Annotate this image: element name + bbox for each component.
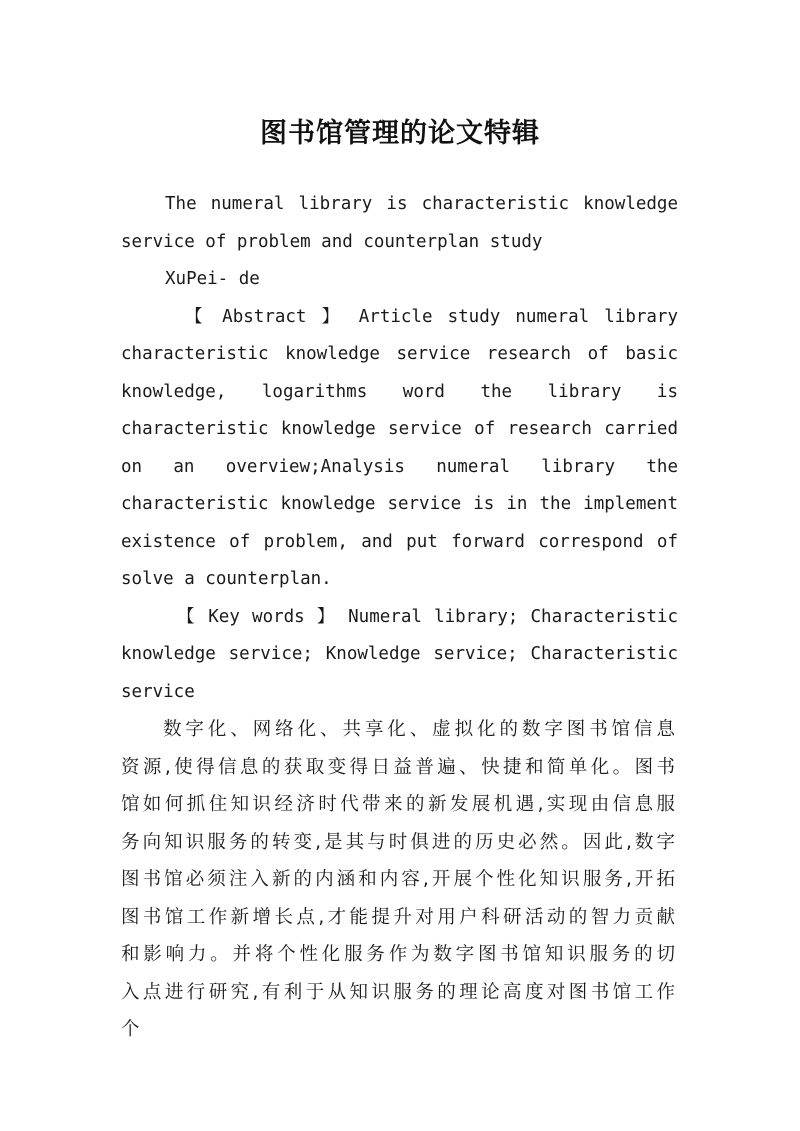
keywords-paragraph: 【 Key words 】 Numeral library; Characteristic knowledge service; Knowledge service; Characteristic service	[121, 606, 678, 702]
document-title: 图书馆管理的论文特辑	[260, 118, 540, 150]
body-paragraph: 数字化、网络化、共享化、虚拟化的数字图书馆信息资源,使得信息的获取变得日益普遍、快捷和简单化。图书馆如何抓住知识经济时代带来的新发展机遇,实现由信息服务向知识服务的转变,是其与时俱进的历史必然。因此,数字图书馆必须注入新的内涵和内容,开展个性化知识服务,开拓图书馆工作新增长点,才能提升对用户科研活动的智力贡献和影响力。并将个性化服务作为数字图书馆知识服务的切入点进行研究,有利于从知识服务的理论高度对图书馆工作个	[121, 719, 678, 1040]
author-name: XuPei- de	[165, 269, 260, 289]
document-body	[121, 186, 678, 1049]
english-title: The numeral library is characteristic knowledge service of problem and counterplan study	[121, 194, 678, 252]
abstract-paragraph: 【 Abstract 】 Article study numeral library characteristic knowledge service research of basic knowledge, logarithms word the library is characteristic knowledge service of research carried on an overview;Analysis numeral library the characteristic knowledge service is in the implement existence of problem, and put forward correspond of solve a counterplan.	[121, 306, 678, 589]
